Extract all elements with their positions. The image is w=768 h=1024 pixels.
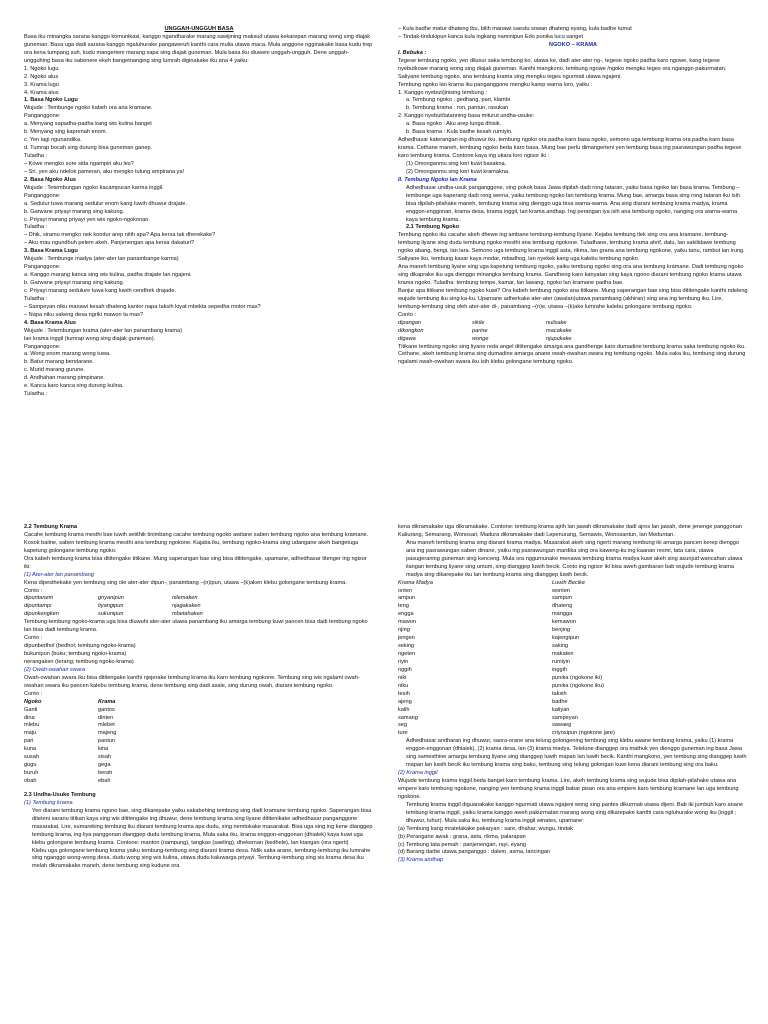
list-item: c. Priyayi marang priyayi yen wis ngoko-ngokonan. <box>24 216 150 223</box>
table-cell: ebah <box>98 778 111 784</box>
list-item: e. Kanca karo kanca sing durung kulina. <box>24 383 124 390</box>
page-title: UNGGAH-UNGGUH BASA <box>164 26 234 32</box>
list-item: 3. Krama lugu <box>24 81 59 88</box>
table-cell: dipuntanem <box>24 595 54 602</box>
paragraph: Owah-owahan swara iku bisa dititengake kanthi njejerake tembung krama iku karo tembung ngokone. Tembung sing wis ngalami owah-owahan swara iku pancen kalebu tembung krama, dene tembung sing dadi asale, sing durung owah, diarani tembung ngoko. <box>24 674 360 689</box>
page-top-right <box>398 26 748 496</box>
pair-table <box>398 580 748 739</box>
list-item: b. Batur marang bendarane. <box>24 359 94 366</box>
text-line: Panganggone: <box>24 113 61 120</box>
paragraph: Tembung krama inggil diguanakake kanggo ngurmati utawa ngajeni wong sing pantes dikurmati utawa dijeni. Bab iki jumbuh karo anane tembung krama inggil, yaiku krama kanggo aweh pakurmatan marang wong sing dikarepake kanthi cara ngluhurake wong iku (inggil ; dhuwur, luhur). Mula saka iku, tembung krama inggil winates, upamane: <box>406 801 744 824</box>
table-cell: sampeyan <box>552 714 578 721</box>
column-header: Krama <box>98 698 116 705</box>
table-cell: taksih <box>552 690 567 697</box>
table-cell: nilemaken <box>172 595 198 602</box>
table-cell: digawa <box>398 335 416 342</box>
example-line: (2) Omonganmu sing keri kuwi kramakna. <box>406 168 510 175</box>
table-cell: susah <box>24 754 39 761</box>
column-header: Luwih Becike <box>552 579 585 586</box>
section-heading: (1) Tembung krama <box>24 799 73 806</box>
table-cell: riyin <box>398 658 409 665</box>
table-cell: ampun <box>398 595 416 602</box>
paragraph: Cacahe tembung krama mesthi bae luwih setithik tinimbang cacahe tembung ngoko awitane saben tembung ngoko ana tembung kramane. Kosok baline, saben tembung krama mesthi ana tembung ngokone. Kajaba iku, tembung ngoko-krama sing udangane akeh bangetuga kapetung golongane tembung ngoko. <box>24 531 369 554</box>
list-item: 4. Krama alus <box>24 89 59 96</box>
table-cell: berah <box>98 770 113 777</box>
column-header: Krama Madya <box>398 579 433 586</box>
text-line: Tuladha : <box>24 224 48 231</box>
table-cell: ngeten <box>398 651 416 657</box>
paragraph: Ora kabeh tembung krama bisa dititengake titikane. Mung saperangan bae sing bisa dititengake, upamane, adhedhasar titenger ing ngisor iki: <box>24 555 367 570</box>
pair-table <box>24 699 374 786</box>
table-cell: dina <box>24 714 35 721</box>
paragraph: Klebu uga golongane tembung krama yaiku tembung-tembung sing diarani krama desa. Ndik saka arane, tembung-tembung iku lumrahe sing nganggo wong-wong desa, dudu wong sing wis kulina, utawa dudu kaluwarga priyayi. Tembung-tembung sing sis krama desa iku melah dikramakake maneh, dene tembung sing kudune ora <box>32 847 371 870</box>
table-cell: mbetahaken <box>172 611 203 618</box>
intro-paragraph: Basa iku minangka sarana kanggo komunikasi, kanggo ngandharake marang sawijining maksud utawa kekarepan marang wong sing diajak guneman. Basa uga dadi sarana kanggo ngaluhurake pangaweruh kanthi cara mulia utawa maca. Mula anggone ngginakake basa kudu trep ora kena tumpang suh, kudu mangerteni marang sapa sing diajak guneman. Mula basa iku diuweni unggah-ungguh. Dene unggah-ungguhing basa iku sabenere ekeh bangetnanging sing lumrah diginakake iku ana 4 yaiku: <box>24 33 373 64</box>
paragraph: Adhedhasar katerangan ing dhuwur iku, tembung ngoko ora padha karo basa ngoko, semono uga tembung krama ora padha karo basa krama. Cethane maneh, tembung ngoko beda karo basa. Mung bae perlu dimangerteni yen tembung basa ing pasrawungan padha tegese karo tembung krama. Contone kaya ing ukara loro ngisor iki : <box>398 137 742 159</box>
page-top-left <box>24 26 374 496</box>
section-heading: (2) Krama inggil <box>398 770 438 777</box>
table-cell: buruh <box>24 770 39 777</box>
table-cell: gugu <box>24 762 37 769</box>
list-item: c. Yen lagi ngunandika. <box>24 137 82 144</box>
table-cell: dipangan <box>398 319 422 326</box>
text-line: Panganggone: <box>24 264 61 271</box>
list-item: d. Tumrap bocah sing durung bisa guneman ganep. <box>24 145 153 152</box>
example-line: bukunipun (buku; tembung ngoko-krama) <box>24 651 127 657</box>
table-cell: criyosipun (ngokone jare) <box>552 730 615 737</box>
section-heading: II. Tembung Ngoko lan Krama <box>398 176 477 183</box>
list-item: (b) Perangane awak : grana, asta, rikma, palarapan <box>398 833 526 840</box>
example-line: – Sri, yen aku ndelok pameran, aku mengko tulung ampirana ya! <box>24 168 185 175</box>
table-cell: dikongkon <box>398 327 424 334</box>
table-cell: sukunipun <box>98 611 124 618</box>
list-item: b. Tembung krama : ron, pantun, rasukan <box>406 105 509 112</box>
example-table <box>398 320 748 344</box>
table-cell: benjing <box>552 627 571 634</box>
list-item: a. Sedulur tuwa marang sedulur enom kang luwih dhuwur drajate. <box>24 200 187 207</box>
example-line: – Sampeyan niku manawi kesah dhateng kantor napa taksih kiyat mbekta sepedha motor mas? <box>24 303 261 310</box>
list-item: (d) Barang darbe utawa panganggo : dalem, asma, lancingan <box>398 849 551 856</box>
paragraph: Yen diarani tembung krama ngono bae, sing dikarepake yaiku sakabehing tembung sing dadi kramane tembung ngoko. Saperangan bisa diteteni saranu titikan kaya sing wis dititengake ing dhuwur, dene tembung krama sing liyane dititenikake adhedhasar panganggone masarakat. Lire, sumarebing tembung iku diarani tembung krama apa dudu, sing nemtokake masarakat. Bisa uga sing ing kene dianggep tembung krama, ing liya panggonan dianggep dudu tembung krama. Mula saka iku, krama enggon-enggonan (dhialek) kaya kuwi uga klebu golongane tembung krama. Contone: manton (nampung), tangkas (saeling), dhekeman (kedhele), lan kiangan (ora ngerti) <box>32 807 373 846</box>
section-heading: 2. Basa Ngoko Alus <box>24 176 77 183</box>
table-cell: wonge <box>472 335 489 342</box>
table-cell: majeng <box>98 730 117 737</box>
table-cell: ture <box>398 730 408 737</box>
text-line: Conto : <box>24 587 43 594</box>
section-heading: I. Bebuka : <box>398 49 427 56</box>
paragraph: Tembung ngoko lan krama iku panganggone mengku karep warna loro, yaiku : <box>398 81 593 88</box>
example-line: – Kowe mengko sore sida ngampiri aku les? <box>24 160 134 167</box>
table-cell: mangga <box>552 611 573 618</box>
table-cell: njing <box>398 627 410 634</box>
table-cell: dinten <box>98 714 114 721</box>
text-line: Tuladha : <box>24 391 48 398</box>
table-cell: sikile <box>472 319 485 326</box>
paragraph: Saliyane tembung ngoko, ana tembung krama sing mengku teges ngurmati utawa ngajeni. <box>398 73 622 80</box>
table-cell: saking <box>552 643 569 650</box>
table-cell: nggih <box>398 666 412 673</box>
list-item: (c) Tembung tata pemah : panjenengan, rayi, eyang <box>398 841 527 848</box>
paragraph: Tegese tembung ngoko, yen dilusur saka tembung ko, utawa ke, dadi ater-ater ng-, tegese ngoko padha karo ngowe, kang tegese nyebutkowe marang wong sing diajak guneman. Kanthi mangkono, tembung ngowe /ngoko mengku teges ora nganggo pakurmatan. <box>398 57 727 72</box>
list-item: a. Kanggo marang kanca sing wis kulina, padha drajate lan ngajeni. <box>24 272 192 279</box>
table-cell: seg <box>398 722 408 729</box>
table-cell: wonten <box>552 587 571 594</box>
table-cell: inggih <box>552 666 567 673</box>
table-cell: pantun <box>98 738 116 745</box>
paragraph: Wujude tembung krama inggil beda banget karo tembung krama. Lire, akeh tembung krama sing wujude bisa dipilah-pilahake utawa ana empere karo tembung ngokone, nanging yen tembung krama inggil babar pisan ora ana empere karo tembung kramane lan uga tembung ngokone. <box>398 778 739 800</box>
table-cell: parine <box>472 327 488 334</box>
paragraph: Banjur apa titikane tembung ngoko kuwi? Ora kabeh tembung ngoko ana titikane. Mung saperangan bae sing bisa dititengake kanthi ndeleng wujude tembung iku sing ka-ku. Upamane adherkake ater-ater (awalan)utawa panambang (akhiran) sing ana ing tembung iku. Lire, tembung-tembung sing oleh ater-ater di-, panambang –(n)e, utawa –(k)ake lumrahe kalebu golongane tembung ngoko. <box>398 287 748 310</box>
list-item: d. Andhahan marang pimpinane. <box>24 375 105 382</box>
section-heading: 2.2 Tembung Krama <box>24 524 78 530</box>
table-cell: nulisake <box>546 319 567 326</box>
page-title: NGOKO – KRAMA <box>548 41 598 48</box>
list-item: 2. Ngoko alus <box>24 73 59 80</box>
table-cell: niki <box>398 674 407 681</box>
list-item: c. Murid marang gurune. <box>24 367 85 374</box>
table-cell: tesih <box>398 690 410 697</box>
table-cell: macakake <box>546 327 572 334</box>
table-cell: obah <box>24 778 37 784</box>
table-cell: mawon <box>398 619 417 626</box>
table-cell: punika (ngokone iku) <box>552 682 604 689</box>
example-line: – Kula badhe matur dhateng ibu, bilih manawi saestu sowan dhateng eyang, kula badhe tumut <box>398 26 632 32</box>
text-line: Conto : <box>24 635 43 642</box>
example-line: – Dhik, siramu mengko nek kondur arep nitih apa? Apa kersa tak dherekake? <box>24 232 216 239</box>
list-item: (a) Tembung kang mratelakake pakaryan : sare, dhahar, wungu, tindak <box>398 825 573 832</box>
page-bottom-left <box>24 524 374 1004</box>
table-cell: tiyangipun <box>98 603 124 610</box>
table-cell: dipunkengken <box>24 611 59 618</box>
example-line: (1) Omonganmu sing keri kuwi basakna. <box>406 160 507 167</box>
table-cell: dipuntampi <box>24 603 52 610</box>
example-line: nerangaken (terang; tembung ngoko-krama) <box>24 658 134 665</box>
table-cell: mlebu <box>24 722 40 729</box>
column-header: Ngoko <box>24 698 42 705</box>
table-cell: sisah <box>98 754 112 761</box>
table-cell: makaten <box>552 651 574 657</box>
text-line: Tuladha : <box>24 295 48 302</box>
table-cell: sawaeg <box>552 722 572 729</box>
paragraph: Tembung-tembung ngoko-krama uga bisa diuwuhi ater-ater utawa panambang iku amarga tembung kuwi pancen bisa dadi tembung ngoko lan bisa dadi tembung krama. <box>24 619 368 634</box>
table-cell: griyanipun <box>98 595 124 602</box>
text-line: Conto : <box>398 311 417 318</box>
list-item: a. Tembung ngoko : gedhang, pari, klambi <box>406 97 511 104</box>
table-cell: teng <box>398 603 409 610</box>
paragraph: Kena dipesthekake yen tembung sing ole ater-ater dipun-, panambang –(n)ipun, utawa –(k)aken klebu golongane tembung krama. <box>24 579 347 586</box>
list-item: b. Garwane priyayi marang sing kakung. <box>24 280 125 286</box>
table-cell: onten <box>398 587 412 594</box>
table-cell: punika (ngokone iki) <box>552 674 603 681</box>
paragraph: Adhedhasar andharan ing dhuwur, saora-orane ana telung golongening tembung sing klebu awane tembung krama, yaiku (1) krama enggon-enggonan (dhialek), (2) krama desa, lan (3) krama madya. Tetelune dianggep ora mathuk yen dienggo guneman ing basa Jawa sing samesthine amarga tembung liyane sing dianggep luwih mapan lan luwih becik. Kanthi mangkono, yen tembung sing dianggep luwih mapan lan luwih becik iku tembung krama sing baku, tembung sing telung golongan kuwi kena diarani tembung sing ora baku. <box>406 738 747 769</box>
section-heading: (3) Krama andhap <box>398 857 444 864</box>
table-cell: sampun <box>552 595 572 602</box>
table-cell: pari <box>24 738 34 745</box>
table-cell: maju <box>24 730 37 737</box>
table-cell: kuna <box>24 746 37 753</box>
table-cell: ajeng <box>398 698 412 705</box>
table-cell: badhe <box>552 698 568 705</box>
text-line: Tuladha : <box>24 153 48 159</box>
section-heading: (1) Ater-ater lan panambang <box>24 571 94 578</box>
text-line: Wujude : Tetembungan krama (ater-ater lan panambang krama) <box>24 327 183 334</box>
paragraph: kena dikramakake uga dikramakake. Contone: tembung krama ajrih lan jawah dikramakake dadi ajros lan jawah, dene jenenge panggonan Kaliurang, Semarang, Wonosari, Madura dikramakake dadi Lepenurang, Semawis, Wonosantun, lan Meduntan. <box>398 524 742 538</box>
table-cell: kalih <box>398 706 410 713</box>
example-line: – Aku mau ngundhuh pelem akeh, Panjenengan apa kersa dakaturi? <box>24 240 195 247</box>
section-heading: 2.3 Undha-Usuke Tembung <box>24 791 96 798</box>
text-line: Panganggone: <box>24 343 61 350</box>
section-heading: 1. Basa Ngoko Lugu <box>24 97 78 104</box>
paragraph: Tembung ngoko iku cacahe akeh dhewe ing ambane tembung-tembung liyane. Kejaba tembung tlek sing ora ana kramane, tembung-tembung liyane sing dudu tembung ngoko mesthi ana tembung ngokone. Tuladhane, tembung krama ahrif, dalu, lan sakilidawe tembung ngoko abang, bengi, lan lara. Semono uga tembung krama inggil asta, rikma, lan grana ana tembung ngokone, yaiku tanu, rambut lan irung. Saliyane iku, tembung kasar kaya modar, mbadhog, lan nyekek kang uga kalebu tembung ngoko. <box>398 232 745 263</box>
list-item: a. Basa ngoko : Aku arep lunga dhisik. <box>406 121 502 128</box>
paragraph: Titikane tembung ngoko sing liyane reda angel dititengake amarga ana gandhenge karo dumadine tembung krama saka tembung ngoko iku. Cethane, akeh tembung krama sing dumadine amarga anane owah-owahan swara ing tembung ngoko. Mula saka iku, tembung sing durung ngalami owah-owahan swara iku isih klebu golongane tembung ngoko. <box>398 343 746 366</box>
table-cell: kina <box>98 746 109 753</box>
paragraph: Adhedhasar undha-usuk panganggone, sing pokok basa Jawa dipilah dadi rong tataran, yaiku basa ngoko lan basa krama. Tembung – tembunge uga kaperang dadi rong werna, yaiku tembung ngoko lan tembung krama. Mung bae, amarga basa sing rong tataran iku isih bisa dipilah-pilahake maneh, tembung krama sing dienggo uga bisa warna-warna. Ana sing diarani tembung krama madya, krama enggon-enggonan, krama desa, krama inggil, lan krama andhap. Ing perangan iya isih ana tembung ngoko, nanging ora warna-warna kaya tembung krama . <box>406 184 740 223</box>
section-heading: 2.1 Tembung Ngoko <box>406 224 460 231</box>
list-item: b. Garwane priyayi marang sing kakung. <box>24 208 125 215</box>
text-line: Wujude : Tetembungan ngoko kacampuran karma inggil. <box>24 184 164 191</box>
example-line: – Tindak-tindukipun kanca kula ingkang naminipun Edo punika lucu sanget <box>398 33 584 40</box>
page-bottom-right <box>398 524 748 1004</box>
list-item: 2. Kanggo nyebut/tatanning basa miturut undha-usuke: <box>398 113 535 120</box>
section-heading: 3. Basa Krama Lugu <box>24 248 78 255</box>
text-line: lan krama inggil (tumrap wong sing diajak guneman). <box>24 335 156 342</box>
table-cell: gega <box>98 762 111 769</box>
table-cell: kemawon <box>552 619 576 626</box>
text-line: Wujude : Tembunge madya (ater-ater lan panambange karma) <box>24 256 179 263</box>
list-item: b. Menyang sing kaprenah enom. <box>24 129 108 136</box>
list-item: b. Basa krama : Kula badhe kesah rumiyin. <box>406 129 513 136</box>
text-line: Conto : <box>24 690 43 697</box>
list-item: c. Priyayi marang sedulure tuwa kang luwih cendhek drajade. <box>24 287 177 294</box>
list-item: 1. Kanggo nyebut/jinising tembung : <box>398 89 487 96</box>
table-cell: dhateng <box>552 603 573 610</box>
text-line: Wujude : Tembunge ngoko kabeh ora ana kramane. <box>24 105 153 112</box>
example-table <box>24 595 374 619</box>
example-line: dipunbedhol (bedhol; tembung ngoko-krama) <box>24 643 136 650</box>
table-cell: rumiyin <box>552 658 571 665</box>
table-cell: samang <box>398 714 418 721</box>
section-heading: (2) Owah-owahan swara <box>24 666 85 673</box>
table-cell: njagakaken <box>172 603 201 610</box>
table-cell: engga <box>398 611 414 618</box>
text-line: Panganggone: <box>24 192 61 199</box>
list-item: 1. Ngoko lugu <box>24 65 59 72</box>
table-cell: gantos <box>98 706 115 713</box>
table-cell: niku <box>398 682 409 689</box>
table-cell: kaliyan <box>552 706 570 713</box>
list-item: a. Wong enom marang wong tuwa. <box>24 351 111 358</box>
paragraph: Ana maneh tembung liyane sing uga kapetung tembung ngoko, yaiku tembung ngoko sing ora ana tembung kramane. Dadi tembung ngoko sing dikaprake iku uga dienggo minangka tembung krama. Gandheng karo kanyatan sing kaya ngono diarani tembung ngoko krama utawa krama ngoko. Tuladha: tembung tempe, kamar, lan lawang, ngoko lan kramane padha bae. <box>398 264 744 286</box>
section-heading: 4. Basa Krama Alus <box>24 319 77 326</box>
table-cell: kajengipun <box>552 635 580 642</box>
list-item: a. Menyang sapadha-padha kang wis kulina banget <box>24 121 152 128</box>
table-cell: seking <box>398 643 415 650</box>
paragraph: Ana maneh tembung krama sing diarani krama madya. Masarakat akeh sing ngerti marang tembung iki amarga pancen kerep dienggo ana ing pasrawungan saben dinane, yaiku ing pasrawungan mardika sing ora kaweng-ku ing kaanan resmi, tata cara, utawa pasugeraning guneman sing kenceng. Mula ora nggumunake menawa tembung krama madya kuwi akeh sing asunjud wancahan utawa ilangan tembung liyane sing umum, sing dianggep luwih becik. Conto ing ngisor iki bisa aweh gambaran bab wujude tembung krama madya sing dikarepake iku lan tembung krama sing dianggep luwih becik. <box>406 539 743 578</box>
table-cell: njupukake <box>546 335 572 342</box>
level-list <box>24 66 374 98</box>
table-cell: jengen <box>398 635 415 642</box>
example-line: – Napa niku sakeng desa ngriki mawon ta mas? <box>24 311 144 318</box>
table-cell: mlebet <box>98 722 115 729</box>
table-cell: Ganti <box>24 706 38 713</box>
